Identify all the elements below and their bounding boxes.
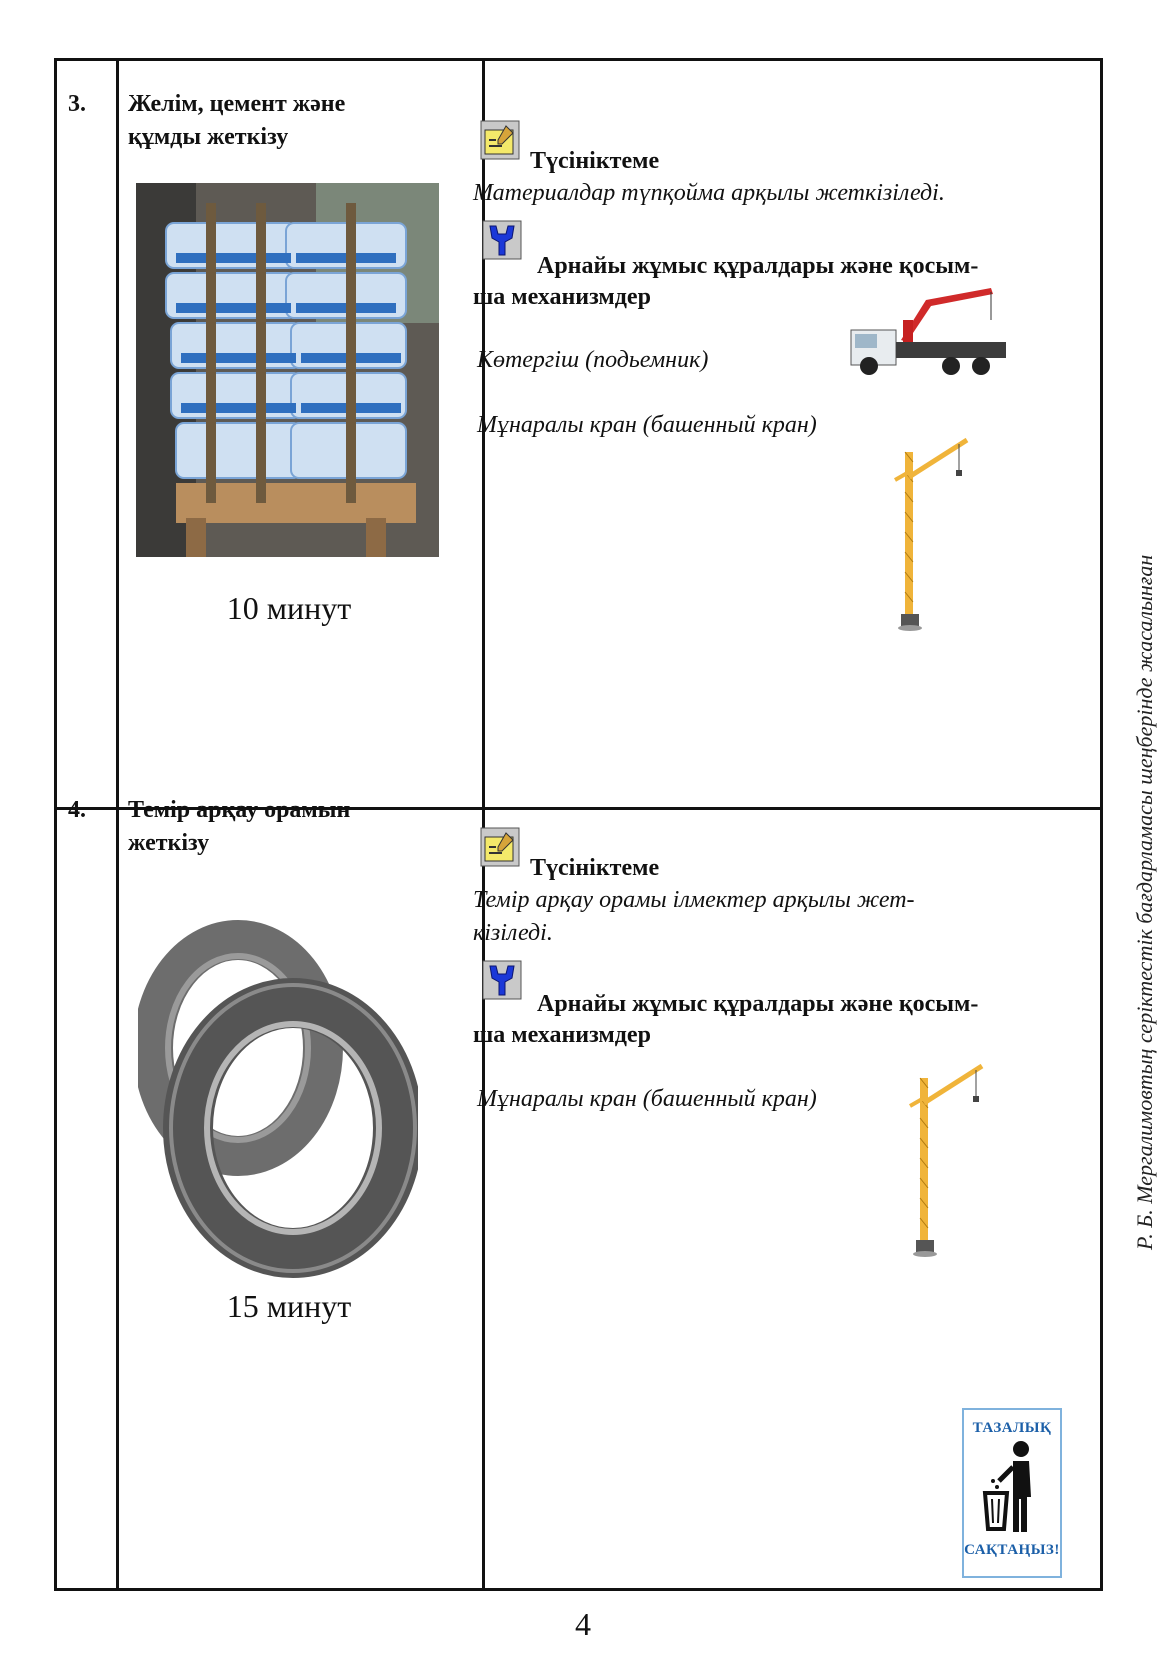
cement-bags-photo [136,183,439,557]
wrench-icon [482,960,522,1000]
trash-person-icon [977,1437,1047,1537]
tool-item: Мұнаралы кран (башенный кран) [477,1086,817,1112]
cleanliness-sign [962,1408,1062,1578]
column-divider [116,61,119,1588]
tools-title-line: ша механизмдер [473,284,651,310]
page-number: 4 [575,1606,591,1642]
duration: 15 минут [226,1288,352,1324]
explanation-text: Материалдар түпқойма арқылы жеткізіледі. [473,180,945,206]
crane-truck-photo [841,280,1015,380]
explanation-text-line: кізіледі. [473,920,553,946]
sign-top-text: ТАЗАЛЫҚ [972,1420,1052,1436]
task-title-line: жеткізу [128,830,210,856]
explanation-text [473,884,1033,950]
duration: 10 минут [226,590,352,626]
sidebar-credit: Р. Б. Мергалимовтың серіктестік бағдарламасы шеңберінде жасалынған [1132,554,1157,1250]
tools-title-line: Арнайы жұмыс құралдары және қосым- [537,991,979,1017]
wire-coil-photo [138,908,418,1298]
tower-crane-image [900,1058,990,1258]
wrench-icon [482,220,522,260]
row-number: 4. [68,797,86,823]
task-title-line: Темір арқау орамын [128,797,351,823]
tool-item: Мұнаралы кран (башенный кран) [477,412,817,438]
task-title [128,794,428,860]
tools-title-line: ша механизмдер [473,1022,651,1048]
tools-title-line: Арнайы жұмыс құралдары және қосым- [537,253,979,279]
task-title-line: құмды жеткізу [128,124,289,150]
task-title-line: Желім, цемент және [128,91,346,117]
row-number: 3. [68,91,86,117]
notes-icon [480,827,520,867]
notes-icon [480,120,520,160]
tool-item: Көтергіш (подьемник) [477,347,709,373]
task-title [128,88,428,154]
explanation-title: Түсініктеме [530,148,660,174]
sign-bottom-text: САҚТАҢЫЗ! [964,1542,1060,1558]
explanation-text-line: Темір арқау орамы ілмектер арқылы жет- [473,887,915,913]
explanation-title: Түсініктеме [530,855,660,881]
tower-crane-image [885,432,970,632]
